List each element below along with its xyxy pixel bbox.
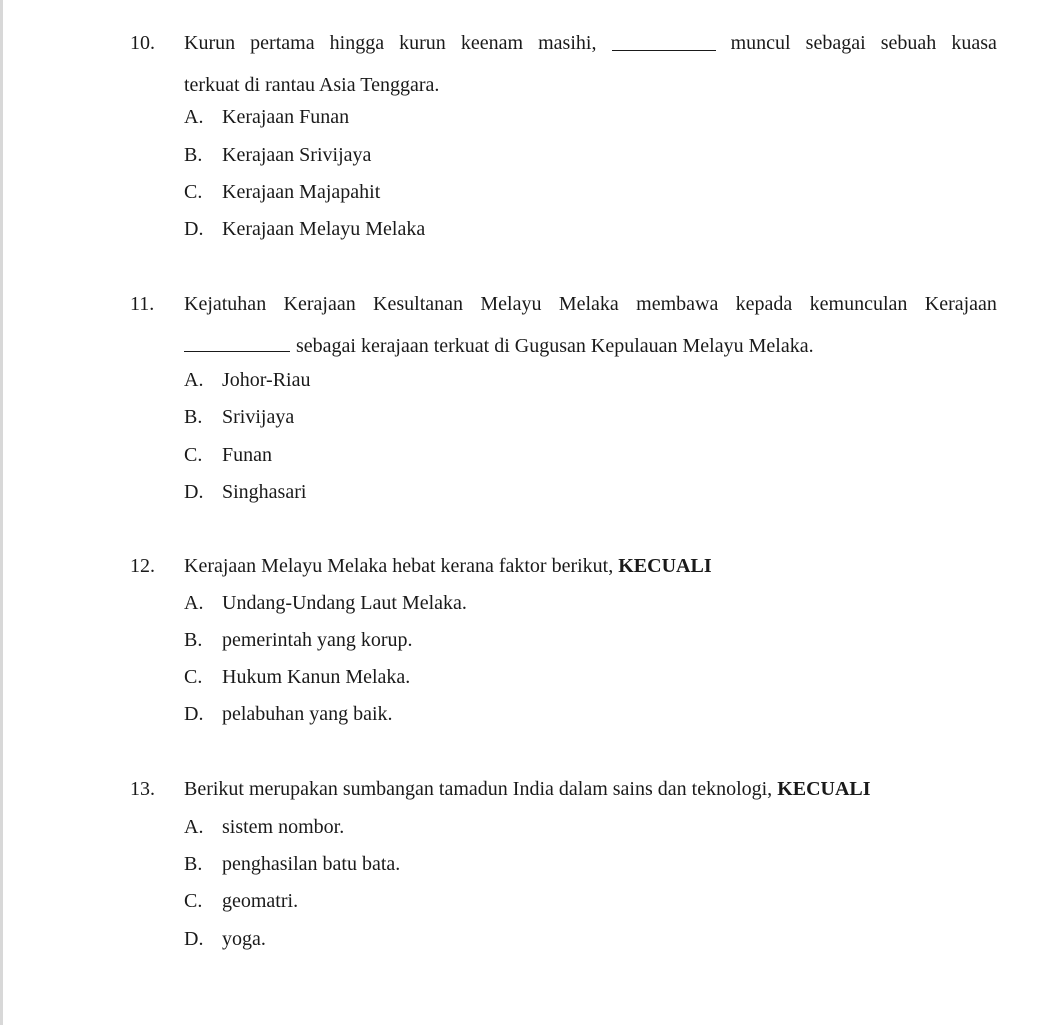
question-stem-line-2: sebagai kerajaan terkuat di Gugusan Kepulauan Melayu Melaka. [184, 333, 997, 358]
question-stem-line-1: Kurun pertama hingga kurun keenam masihi, muncul sebagai sebuah kuasa [184, 32, 997, 54]
option-c[interactable]: C. Kerajaan Majapahit [184, 181, 381, 203]
answer-blank [184, 333, 290, 352]
option-d[interactable]: D. Kerajaan Melayu Melaka [184, 218, 426, 240]
question-number: 11. [130, 293, 155, 315]
option-b[interactable]: B. Srivijaya [184, 406, 295, 428]
option-a[interactable]: A. Johor-Riau [184, 369, 311, 391]
option-a[interactable]: A. Undang-Undang Laut Melaka. [184, 592, 467, 614]
question-number: 12. [130, 555, 155, 577]
page-left-edge [0, 0, 3, 1025]
question-stem-line-2: terkuat di rantau Asia Tenggara. [184, 74, 440, 96]
option-c[interactable]: C. Hukum Kanun Melaka. [184, 666, 411, 688]
question-stem: Kerajaan Melayu Melaka hebat kerana faktor berikut, KECUALI [184, 555, 712, 577]
question-number: 10. [130, 32, 155, 54]
option-b[interactable]: B. penghasilan batu bata. [184, 853, 401, 875]
option-b[interactable]: B. Kerajaan Srivijaya [184, 144, 372, 166]
option-d[interactable]: D. Singhasari [184, 481, 307, 503]
option-b[interactable]: B. pemerintah yang korup. [184, 629, 413, 651]
question-stem: Berikut merupakan sumbangan tamadun India dalam sains dan teknologi, KECUALI [184, 778, 871, 800]
option-d[interactable]: D. pelabuhan yang baik. [184, 703, 393, 725]
emphasis-kecuali: KECUALI [618, 555, 712, 577]
option-c[interactable]: C. Funan [184, 444, 272, 466]
option-a[interactable]: A. Kerajaan Funan [184, 106, 350, 128]
emphasis-kecuali: KECUALI [777, 778, 871, 800]
option-c[interactable]: C. geomatri. [184, 890, 299, 912]
option-a[interactable]: A. sistem nombor. [184, 816, 345, 838]
question-number: 13. [130, 778, 155, 800]
question-stem-line-1: Kejatuhan Kerajaan Kesultanan Melayu Melaka membawa kepada kemunculan Kerajaan [184, 293, 997, 315]
option-d[interactable]: D. yoga. [184, 928, 266, 950]
answer-blank [612, 32, 716, 51]
